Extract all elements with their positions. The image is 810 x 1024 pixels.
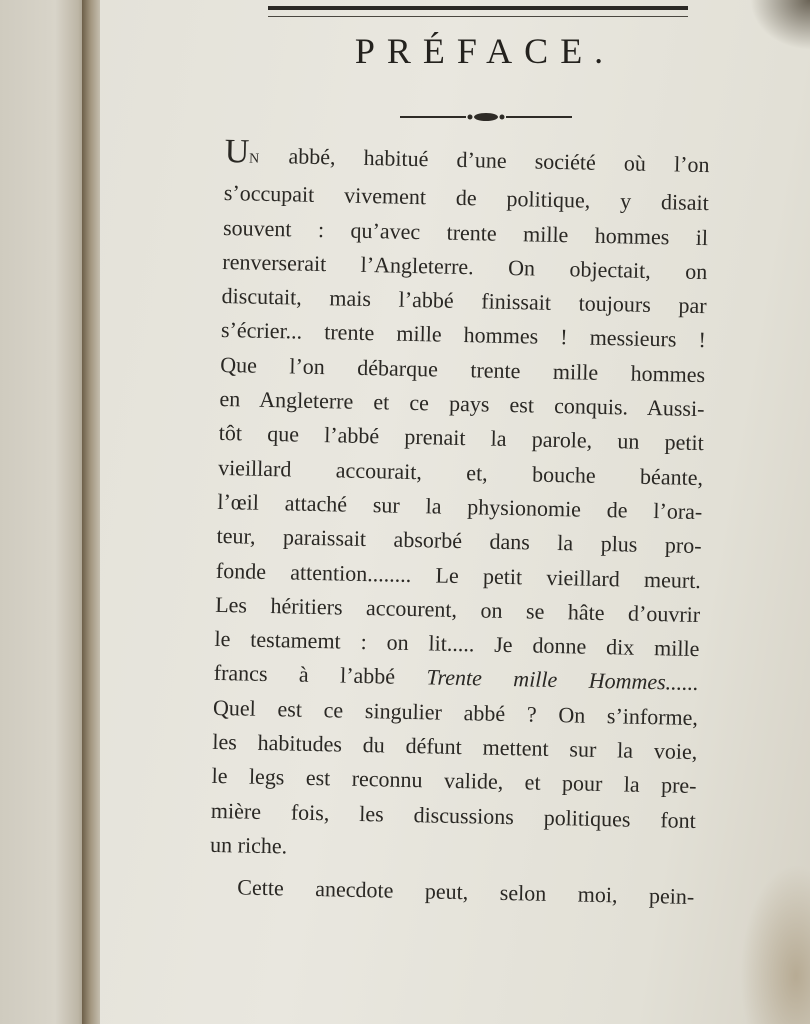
text-line: renverserait l’Angleterre. On objectait, on <box>222 248 708 285</box>
page-title: PRÉFACE. <box>354 31 616 71</box>
title-ornament <box>400 110 572 124</box>
text-line-italic: francs à l’abbé Trente mille Hommes...... <box>213 660 699 696</box>
page-corner-shadow <box>750 0 810 50</box>
header-rule-thin <box>268 16 688 17</box>
drop-cap: U <box>224 133 250 171</box>
text-line: vieillard accourait, et, bouche béante, <box>217 454 704 490</box>
text-line: les habitudes du défunt mettent sur la voie, <box>212 728 698 765</box>
header-rule-thick <box>268 6 688 10</box>
text-line: souvent : qu’avec trente mille hommes il <box>222 214 709 250</box>
small-cap: N <box>248 151 261 167</box>
preface-text <box>209 133 710 915</box>
text-line: tôt que l’abbé prenait la parole, un petit <box>218 420 704 456</box>
italic-phrase: Trente mille Hommes...... <box>426 664 699 696</box>
text-line: teur, paraissait absorbé dans la plus pro- <box>216 523 702 559</box>
text-line: l’œil attaché sur la physionomie de l’ora- <box>217 488 703 525</box>
text-line: le testamemt : on lit..... Je donne dix mille <box>214 626 700 662</box>
text-line: fonde attention........ Le petit vieillard meurt. <box>215 557 702 593</box>
text-line-1: UN abbé, habitué d’une société où l’on <box>224 133 710 178</box>
text-line: mière fois, les discussions politiques font <box>210 797 697 833</box>
text-line: le legs est reconnu valide, et pour la pre- <box>211 763 697 799</box>
paragraph-2-line-1: Cette anecdote peut, selon moi, pein- <box>237 874 695 910</box>
text-line: en Angleterre et ce pays est conquis. Aussi- <box>219 386 705 422</box>
text-line: s’occupait vivement de politique, y disait <box>223 180 710 216</box>
page-stain <box>740 864 810 1024</box>
text-line: Quel est ce singulier abbé ? On s’informe, <box>212 694 699 730</box>
text-line: Que l’on débarque trente mille hommes <box>219 351 706 387</box>
text-line: Les héritiers accourent, on se hâte d’ouvrir <box>214 591 701 627</box>
text-line: s’écrier... trente mille hommes ! messieurs ! <box>220 317 707 353</box>
text-line: discutait, mais l’abbé finissait toujours par <box>221 283 707 319</box>
text-line-last: un riche. <box>209 831 288 859</box>
left-page-edge <box>0 0 92 1024</box>
